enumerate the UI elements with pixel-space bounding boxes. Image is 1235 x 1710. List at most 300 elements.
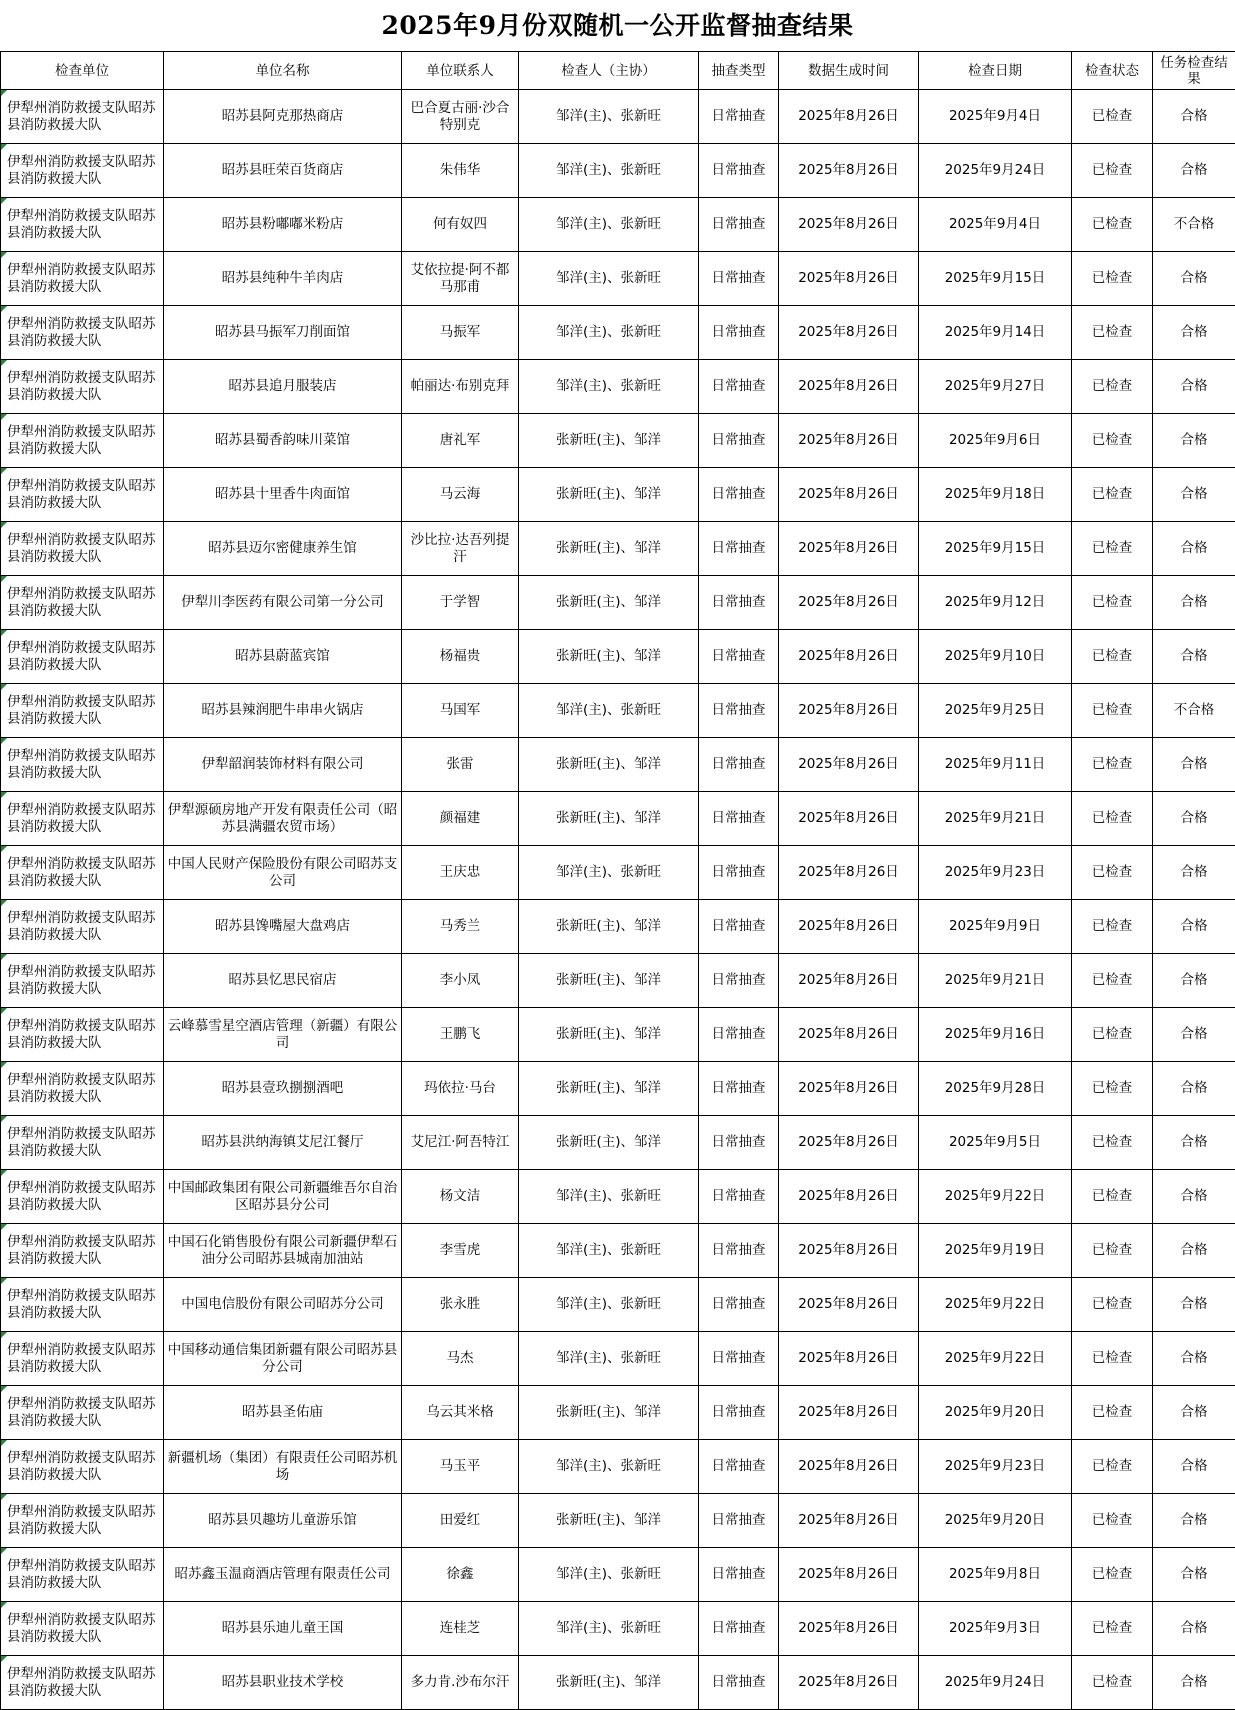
cell-status[interactable]: 已检查 (1072, 1224, 1153, 1278)
cell-name[interactable]: 昭苏县乐迪儿童王国 (164, 1602, 402, 1656)
cell-inspectors[interactable]: 邹洋(主)、张新旺 (519, 1332, 699, 1386)
cell-result[interactable]: 合格 (1153, 90, 1235, 144)
cell-date[interactable]: 2025年9月28日 (919, 1062, 1072, 1116)
cell-inspectors[interactable]: 张新旺(主)、邹洋 (519, 900, 699, 954)
cell-generated[interactable]: 2025年8月26日 (779, 954, 919, 1008)
cell-generated[interactable]: 2025年8月26日 (779, 684, 919, 738)
cell-date[interactable]: 2025年9月15日 (919, 522, 1072, 576)
cell-name[interactable]: 昭苏县迈尔密健康养生馆 (164, 522, 402, 576)
cell-contact[interactable]: 李雪虎 (402, 1224, 519, 1278)
cell-generated[interactable]: 2025年8月26日 (779, 1656, 919, 1710)
col-header-generated: 数据生成时间 (779, 52, 919, 90)
cell-result[interactable]: 合格 (1153, 468, 1235, 522)
cell-generated[interactable]: 2025年8月26日 (779, 1278, 919, 1332)
cell-generated[interactable]: 2025年8月26日 (779, 306, 919, 360)
cell-type[interactable]: 日常抽查 (699, 144, 779, 198)
cell-type[interactable]: 日常抽查 (699, 792, 779, 846)
cell-contact[interactable]: 玛依拉·马台 (402, 1062, 519, 1116)
cell-inspectors[interactable]: 邹洋(主)、张新旺 (519, 1224, 699, 1278)
cell-type[interactable]: 日常抽查 (699, 846, 779, 900)
cell-generated[interactable]: 2025年8月26日 (779, 1386, 919, 1440)
cell-contact[interactable]: 李小凤 (402, 954, 519, 1008)
cell-unit[interactable]: 伊犁州消防救援支队昭苏县消防救援大队 (1, 954, 164, 1008)
cell-generated[interactable]: 2025年8月26日 (779, 360, 919, 414)
cell-contact[interactable]: 朱伟华 (402, 144, 519, 198)
cell-inspectors[interactable]: 邹洋(主)、张新旺 (519, 684, 699, 738)
cell-contact[interactable]: 马玉平 (402, 1440, 519, 1494)
table-row (1, 522, 1235, 576)
cell-generated[interactable]: 2025年8月26日 (779, 198, 919, 252)
cell-contact[interactable]: 田爱红 (402, 1494, 519, 1548)
cell-name[interactable]: 昭苏县忆思民宿店 (164, 954, 402, 1008)
cell-generated[interactable]: 2025年8月26日 (779, 1116, 919, 1170)
cell-status[interactable]: 已检查 (1072, 630, 1153, 684)
cell-date[interactable]: 2025年9月24日 (919, 1656, 1072, 1710)
cell-contact[interactable]: 张永胜 (402, 1278, 519, 1332)
cell-result[interactable]: 合格 (1153, 576, 1235, 630)
cell-generated[interactable]: 2025年8月26日 (779, 252, 919, 306)
cell-result[interactable]: 合格 (1153, 900, 1235, 954)
cell-generated[interactable]: 2025年8月26日 (779, 522, 919, 576)
table-row (1, 360, 1235, 414)
table-row (1, 630, 1235, 684)
cell-type[interactable]: 日常抽查 (699, 1008, 779, 1062)
cell-status[interactable]: 已检查 (1072, 1548, 1153, 1602)
cell-name[interactable]: 昭苏县追月服装店 (164, 360, 402, 414)
cell-contact[interactable]: 多力肯.沙布尔汗 (402, 1656, 519, 1710)
cell-result[interactable]: 不合格 (1153, 198, 1235, 252)
table-row (1, 1386, 1235, 1440)
cell-status[interactable]: 已检查 (1072, 1278, 1153, 1332)
cell-result[interactable]: 合格 (1153, 252, 1235, 306)
cell-result[interactable]: 合格 (1153, 1656, 1235, 1710)
table-row (1, 1116, 1235, 1170)
cell-inspectors[interactable]: 张新旺(主)、邹洋 (519, 792, 699, 846)
cell-inspectors[interactable]: 邹洋(主)、张新旺 (519, 306, 699, 360)
cell-type[interactable]: 日常抽查 (699, 306, 779, 360)
cell-generated[interactable]: 2025年8月26日 (779, 792, 919, 846)
cell-result[interactable]: 合格 (1153, 144, 1235, 198)
cell-inspectors[interactable]: 邹洋(主)、张新旺 (519, 1170, 699, 1224)
cell-inspectors[interactable]: 邹洋(主)、张新旺 (519, 1440, 699, 1494)
cell-inspectors[interactable]: 邹洋(主)、张新旺 (519, 90, 699, 144)
cell-status[interactable]: 已检查 (1072, 90, 1153, 144)
cell-contact[interactable]: 艾依拉提·阿不都马那甫 (402, 252, 519, 306)
cell-date[interactable]: 2025年9月4日 (919, 198, 1072, 252)
cell-type[interactable]: 日常抽查 (699, 1062, 779, 1116)
cell-contact[interactable]: 马云海 (402, 468, 519, 522)
cell-unit[interactable]: 伊犁州消防救援支队昭苏县消防救援大队 (1, 846, 164, 900)
cell-result[interactable]: 合格 (1153, 1548, 1235, 1602)
cell-type[interactable]: 日常抽查 (699, 1170, 779, 1224)
cell-name[interactable]: 伊犁川李医药有限公司第一分公司 (164, 576, 402, 630)
cell-type[interactable]: 日常抽查 (699, 1332, 779, 1386)
cell-date[interactable]: 2025年9月3日 (919, 1602, 1072, 1656)
cell-date[interactable]: 2025年9月22日 (919, 1278, 1072, 1332)
table-row (1, 954, 1235, 1008)
cell-contact[interactable]: 唐礼军 (402, 414, 519, 468)
cell-date[interactable]: 2025年9月5日 (919, 1116, 1072, 1170)
cell-name[interactable]: 昭苏县贝趣坊儿童游乐馆 (164, 1494, 402, 1548)
cell-contact[interactable]: 连桂芝 (402, 1602, 519, 1656)
table-row (1, 90, 1235, 144)
cell-name[interactable]: 昭苏县蜀香韵味川菜馆 (164, 414, 402, 468)
cell-unit[interactable]: 伊犁州消防救援支队昭苏县消防救援大队 (1, 792, 164, 846)
cell-type[interactable]: 日常抽查 (699, 1494, 779, 1548)
cell-type[interactable]: 日常抽查 (699, 630, 779, 684)
cell-inspectors[interactable]: 张新旺(主)、邹洋 (519, 954, 699, 1008)
cell-name[interactable]: 伊犁韶润装饰材料有限公司 (164, 738, 402, 792)
cell-name[interactable]: 昭苏县职业技术学校 (164, 1656, 402, 1710)
table-row (1, 306, 1235, 360)
cell-result[interactable]: 不合格 (1153, 684, 1235, 738)
cell-name[interactable]: 昭苏县马振军刀削面馆 (164, 306, 402, 360)
cell-type[interactable]: 日常抽查 (699, 198, 779, 252)
cell-contact[interactable]: 何有奴四 (402, 198, 519, 252)
cell-inspectors[interactable]: 张新旺(主)、邹洋 (519, 1116, 699, 1170)
table-row (1, 1278, 1235, 1332)
cell-result[interactable]: 合格 (1153, 954, 1235, 1008)
cell-status[interactable]: 已检查 (1072, 198, 1153, 252)
cell-unit[interactable]: 伊犁州消防救援支队昭苏县消防救援大队 (1, 1224, 164, 1278)
cell-inspectors[interactable]: 张新旺(主)、邹洋 (519, 468, 699, 522)
cell-status[interactable]: 已检查 (1072, 738, 1153, 792)
cell-date[interactable]: 2025年9月23日 (919, 1440, 1072, 1494)
cell-unit[interactable]: 伊犁州消防救援支队昭苏县消防救援大队 (1, 1332, 164, 1386)
cell-generated[interactable]: 2025年8月26日 (779, 414, 919, 468)
cell-name[interactable]: 昭苏县阿克那热商店 (164, 90, 402, 144)
cell-unit[interactable]: 伊犁州消防救援支队昭苏县消防救援大队 (1, 360, 164, 414)
cell-name[interactable]: 昭苏县圣佑庙 (164, 1386, 402, 1440)
cell-result[interactable]: 合格 (1153, 360, 1235, 414)
cell-type[interactable]: 日常抽查 (699, 576, 779, 630)
col-header-inspectors: 检查人（主协） (519, 52, 699, 90)
cell-name[interactable]: 中国邮政集团有限公司新疆维吾尔自治区昭苏县分公司 (164, 1170, 402, 1224)
cell-date[interactable]: 2025年9月11日 (919, 738, 1072, 792)
cell-inspectors[interactable]: 张新旺(主)、邹洋 (519, 576, 699, 630)
cell-name[interactable]: 中国人民财产保险股份有限公司昭苏支公司 (164, 846, 402, 900)
results-table (0, 51, 1235, 1710)
cell-type[interactable]: 日常抽查 (699, 90, 779, 144)
cell-result[interactable]: 合格 (1153, 1332, 1235, 1386)
cell-result[interactable]: 合格 (1153, 1008, 1235, 1062)
cell-type[interactable]: 日常抽查 (699, 1548, 779, 1602)
cell-contact[interactable]: 王庆忠 (402, 846, 519, 900)
cell-contact[interactable]: 杨福贵 (402, 630, 519, 684)
cell-type[interactable]: 日常抽查 (699, 684, 779, 738)
cell-unit[interactable]: 伊犁州消防救援支队昭苏县消防救援大队 (1, 522, 164, 576)
cell-unit[interactable]: 伊犁州消防救援支队昭苏县消防救援大队 (1, 414, 164, 468)
cell-status[interactable]: 已检查 (1072, 1602, 1153, 1656)
cell-contact[interactable]: 帕丽达·布别克拜 (402, 360, 519, 414)
cell-contact[interactable]: 张雷 (402, 738, 519, 792)
cell-type[interactable]: 日常抽查 (699, 1386, 779, 1440)
cell-unit[interactable]: 伊犁州消防救援支队昭苏县消防救援大队 (1, 576, 164, 630)
cell-unit[interactable]: 伊犁州消防救援支队昭苏县消防救援大队 (1, 684, 164, 738)
cell-contact[interactable]: 马国军 (402, 684, 519, 738)
cell-date[interactable]: 2025年9月16日 (919, 1008, 1072, 1062)
table-row (1, 1548, 1235, 1602)
cell-contact[interactable]: 颜福建 (402, 792, 519, 846)
cell-inspectors[interactable]: 张新旺(主)、邹洋 (519, 1062, 699, 1116)
table-row (1, 252, 1235, 306)
cell-contact[interactable]: 巴合夏古丽·沙合特别克 (402, 90, 519, 144)
cell-date[interactable]: 2025年9月19日 (919, 1224, 1072, 1278)
cell-inspectors[interactable]: 张新旺(主)、邹洋 (519, 738, 699, 792)
cell-type[interactable]: 日常抽查 (699, 360, 779, 414)
cell-unit[interactable]: 伊犁州消防救援支队昭苏县消防救援大队 (1, 1440, 164, 1494)
cell-generated[interactable]: 2025年8月26日 (779, 1170, 919, 1224)
cell-type[interactable]: 日常抽查 (699, 1116, 779, 1170)
cell-inspectors[interactable]: 邹洋(主)、张新旺 (519, 846, 699, 900)
cell-type[interactable]: 日常抽查 (699, 1224, 779, 1278)
cell-generated[interactable]: 2025年8月26日 (779, 630, 919, 684)
cell-status[interactable]: 已检查 (1072, 414, 1153, 468)
cell-contact[interactable]: 徐鑫 (402, 1548, 519, 1602)
table-row (1, 738, 1235, 792)
cell-generated[interactable]: 2025年8月26日 (779, 576, 919, 630)
cell-unit[interactable]: 伊犁州消防救援支队昭苏县消防救援大队 (1, 1656, 164, 1710)
cell-unit[interactable]: 伊犁州消防救援支队昭苏县消防救援大队 (1, 1494, 164, 1548)
col-header-unit: 检查单位 (1, 52, 164, 90)
col-header-name: 单位名称 (164, 52, 402, 90)
col-header-date: 检查日期 (919, 52, 1072, 90)
cell-result[interactable]: 合格 (1153, 1386, 1235, 1440)
cell-date[interactable]: 2025年9月20日 (919, 1386, 1072, 1440)
cell-inspectors[interactable]: 邹洋(主)、张新旺 (519, 1548, 699, 1602)
cell-name[interactable]: 昭苏鑫玉温商酒店管理有限责任公司 (164, 1548, 402, 1602)
cell-status[interactable]: 已检查 (1072, 1656, 1153, 1710)
cell-generated[interactable]: 2025年8月26日 (779, 1548, 919, 1602)
cell-date[interactable]: 2025年9月22日 (919, 1170, 1072, 1224)
cell-result[interactable]: 合格 (1153, 846, 1235, 900)
cell-name[interactable]: 昭苏县洪纳海镇艾尼江餐厅 (164, 1116, 402, 1170)
cell-status[interactable]: 已检查 (1072, 468, 1153, 522)
cell-result[interactable]: 合格 (1153, 1602, 1235, 1656)
cell-status[interactable]: 已检查 (1072, 576, 1153, 630)
cell-unit[interactable]: 伊犁州消防救援支队昭苏县消防救援大队 (1, 1602, 164, 1656)
cell-type[interactable]: 日常抽查 (699, 522, 779, 576)
cell-date[interactable]: 2025年9月21日 (919, 954, 1072, 1008)
cell-status[interactable]: 已检查 (1072, 954, 1153, 1008)
cell-date[interactable]: 2025年9月12日 (919, 576, 1072, 630)
cell-date[interactable]: 2025年9月25日 (919, 684, 1072, 738)
cell-name[interactable]: 伊犁源硕房地产开发有限责任公司（昭苏县满疆农贸市场） (164, 792, 402, 846)
cell-status[interactable]: 已检查 (1072, 522, 1153, 576)
cell-date[interactable]: 2025年9月18日 (919, 468, 1072, 522)
cell-type[interactable]: 日常抽查 (699, 468, 779, 522)
cell-generated[interactable]: 2025年8月26日 (779, 1602, 919, 1656)
cell-result[interactable]: 合格 (1153, 414, 1235, 468)
cell-name[interactable]: 昭苏县辣润肥牛串串火锅店 (164, 684, 402, 738)
table-row (1, 792, 1235, 846)
cell-name[interactable]: 云峰慕雪星空酒店管理（新疆）有限公司 (164, 1008, 402, 1062)
cell-generated[interactable]: 2025年8月26日 (779, 144, 919, 198)
cell-generated[interactable]: 2025年8月26日 (779, 1494, 919, 1548)
cell-name[interactable]: 中国移动通信集团新疆有限公司昭苏县分公司 (164, 1332, 402, 1386)
cell-unit[interactable]: 伊犁州消防救援支队昭苏县消防救援大队 (1, 1170, 164, 1224)
cell-type[interactable]: 日常抽查 (699, 1656, 779, 1710)
cell-generated[interactable]: 2025年8月26日 (779, 1224, 919, 1278)
cell-contact[interactable]: 杨文洁 (402, 1170, 519, 1224)
cell-name[interactable]: 昭苏县纯种牛羊肉店 (164, 252, 402, 306)
cell-result[interactable]: 合格 (1153, 1170, 1235, 1224)
table-row (1, 1062, 1235, 1116)
cell-inspectors[interactable]: 邹洋(主)、张新旺 (519, 1278, 699, 1332)
cell-status[interactable]: 已检查 (1072, 252, 1153, 306)
cell-generated[interactable]: 2025年8月26日 (779, 738, 919, 792)
cell-generated[interactable]: 2025年8月26日 (779, 846, 919, 900)
cell-date[interactable]: 2025年9月10日 (919, 630, 1072, 684)
cell-unit[interactable]: 伊犁州消防救援支队昭苏县消防救援大队 (1, 198, 164, 252)
table-row (1, 684, 1235, 738)
cell-generated[interactable]: 2025年8月26日 (779, 1062, 919, 1116)
table-row (1, 1656, 1235, 1710)
cell-type[interactable]: 日常抽查 (699, 900, 779, 954)
cell-date[interactable]: 2025年9月8日 (919, 1548, 1072, 1602)
cell-contact[interactable]: 于学智 (402, 576, 519, 630)
cell-status[interactable]: 已检查 (1072, 306, 1153, 360)
cell-result[interactable]: 合格 (1153, 1278, 1235, 1332)
cell-inspectors[interactable]: 邹洋(主)、张新旺 (519, 1602, 699, 1656)
cell-inspectors[interactable]: 张新旺(主)、邹洋 (519, 1494, 699, 1548)
cell-inspectors[interactable]: 张新旺(主)、邹洋 (519, 1656, 699, 1710)
col-header-contact: 单位联系人 (402, 52, 519, 90)
cell-status[interactable]: 已检查 (1072, 900, 1153, 954)
cell-generated[interactable]: 2025年8月26日 (779, 1440, 919, 1494)
table-row (1, 1224, 1235, 1278)
cell-type[interactable]: 日常抽查 (699, 1602, 779, 1656)
cell-inspectors[interactable]: 邹洋(主)、张新旺 (519, 144, 699, 198)
cell-type[interactable]: 日常抽查 (699, 954, 779, 1008)
cell-result[interactable]: 合格 (1153, 738, 1235, 792)
cell-inspectors[interactable]: 张新旺(主)、邹洋 (519, 1008, 699, 1062)
cell-date[interactable]: 2025年9月6日 (919, 414, 1072, 468)
cell-name[interactable]: 昭苏县蔚蓝宾馆 (164, 630, 402, 684)
cell-status[interactable]: 已检查 (1072, 144, 1153, 198)
cell-unit[interactable]: 伊犁州消防救援支队昭苏县消防救援大队 (1, 252, 164, 306)
cell-status[interactable]: 已检查 (1072, 792, 1153, 846)
cell-status[interactable]: 已检查 (1072, 360, 1153, 414)
cell-name[interactable]: 新疆机场（集团）有限责任公司昭苏机场 (164, 1440, 402, 1494)
cell-name[interactable]: 昭苏县旺荣百货商店 (164, 144, 402, 198)
cell-contact[interactable]: 马杰 (402, 1332, 519, 1386)
cell-contact[interactable]: 艾尼江·阿吾特江 (402, 1116, 519, 1170)
cell-unit[interactable]: 伊犁州消防救援支队昭苏县消防救援大队 (1, 1548, 164, 1602)
cell-date[interactable]: 2025年9月23日 (919, 846, 1072, 900)
cell-inspectors[interactable]: 邹洋(主)、张新旺 (519, 360, 699, 414)
cell-date[interactable]: 2025年9月4日 (919, 90, 1072, 144)
cell-status[interactable]: 已检查 (1072, 1170, 1153, 1224)
cell-date[interactable]: 2025年9月15日 (919, 252, 1072, 306)
cell-unit[interactable]: 伊犁州消防救援支队昭苏县消防救援大队 (1, 306, 164, 360)
cell-status[interactable]: 已检查 (1072, 1332, 1153, 1386)
table-row (1, 900, 1235, 954)
cell-name[interactable]: 昭苏县粉嘟嘟米粉店 (164, 198, 402, 252)
cell-status[interactable]: 已检查 (1072, 1494, 1153, 1548)
cell-date[interactable]: 2025年9月20日 (919, 1494, 1072, 1548)
cell-contact[interactable]: 沙比拉·达吾列提汗 (402, 522, 519, 576)
cell-status[interactable]: 已检查 (1072, 1008, 1153, 1062)
cell-date[interactable]: 2025年9月27日 (919, 360, 1072, 414)
cell-result[interactable]: 合格 (1153, 1224, 1235, 1278)
cell-date[interactable]: 2025年9月21日 (919, 792, 1072, 846)
cell-result[interactable]: 合格 (1153, 522, 1235, 576)
cell-result[interactable]: 合格 (1153, 306, 1235, 360)
cell-unit[interactable]: 伊犁州消防救援支队昭苏县消防救援大队 (1, 1062, 164, 1116)
cell-status[interactable]: 已检查 (1072, 1116, 1153, 1170)
cell-unit[interactable]: 伊犁州消防救援支队昭苏县消防救援大队 (1, 144, 164, 198)
cell-unit[interactable]: 伊犁州消防救援支队昭苏县消防救援大队 (1, 1386, 164, 1440)
cell-date[interactable]: 2025年9月9日 (919, 900, 1072, 954)
cell-unit[interactable]: 伊犁州消防救援支队昭苏县消防救援大队 (1, 738, 164, 792)
cell-unit[interactable]: 伊犁州消防救援支队昭苏县消防救援大队 (1, 630, 164, 684)
cell-type[interactable]: 日常抽查 (699, 1278, 779, 1332)
cell-unit[interactable]: 伊犁州消防救援支队昭苏县消防救援大队 (1, 900, 164, 954)
cell-date[interactable]: 2025年9月24日 (919, 144, 1072, 198)
cell-inspectors[interactable]: 邹洋(主)、张新旺 (519, 198, 699, 252)
cell-contact[interactable]: 马振军 (402, 306, 519, 360)
cell-inspectors[interactable]: 张新旺(主)、邹洋 (519, 1386, 699, 1440)
cell-contact[interactable]: 马秀兰 (402, 900, 519, 954)
cell-result[interactable]: 合格 (1153, 1116, 1235, 1170)
cell-result[interactable]: 合格 (1153, 1440, 1235, 1494)
cell-result[interactable]: 合格 (1153, 1062, 1235, 1116)
cell-result[interactable]: 合格 (1153, 630, 1235, 684)
cell-generated[interactable]: 2025年8月26日 (779, 1332, 919, 1386)
cell-name[interactable]: 昭苏县馋嘴屋大盘鸡店 (164, 900, 402, 954)
cell-status[interactable]: 已检查 (1072, 684, 1153, 738)
cell-result[interactable]: 合格 (1153, 1494, 1235, 1548)
table-row (1, 414, 1235, 468)
page-title: 2025年9月份双随机一公开监督抽查结果 (381, 11, 854, 40)
cell-status[interactable]: 已检查 (1072, 1062, 1153, 1116)
cell-result[interactable]: 合格 (1153, 792, 1235, 846)
cell-name[interactable]: 昭苏县十里香牛肉面馆 (164, 468, 402, 522)
cell-name[interactable]: 中国石化销售股份有限公司新疆伊犁石油分公司昭苏县城南加油站 (164, 1224, 402, 1278)
cell-generated[interactable]: 2025年8月26日 (779, 900, 919, 954)
cell-type[interactable]: 日常抽查 (699, 1440, 779, 1494)
cell-type[interactable]: 日常抽查 (699, 738, 779, 792)
cell-inspectors[interactable]: 张新旺(主)、邹洋 (519, 522, 699, 576)
cell-generated[interactable]: 2025年8月26日 (779, 90, 919, 144)
cell-unit[interactable]: 伊犁州消防救援支队昭苏县消防救援大队 (1, 1278, 164, 1332)
cell-date[interactable]: 2025年9月22日 (919, 1332, 1072, 1386)
cell-inspectors[interactable]: 邹洋(主)、张新旺 (519, 252, 699, 306)
cell-type[interactable]: 日常抽查 (699, 252, 779, 306)
cell-type[interactable]: 日常抽查 (699, 414, 779, 468)
cell-inspectors[interactable]: 张新旺(主)、邹洋 (519, 630, 699, 684)
cell-generated[interactable]: 2025年8月26日 (779, 1008, 919, 1062)
table-row (1, 1494, 1235, 1548)
cell-unit[interactable]: 伊犁州消防救援支队昭苏县消防救援大队 (1, 468, 164, 522)
cell-status[interactable]: 已检查 (1072, 1440, 1153, 1494)
cell-status[interactable]: 已检查 (1072, 1386, 1153, 1440)
table-row (1, 1332, 1235, 1386)
col-header-status: 检查状态 (1072, 52, 1153, 90)
cell-date[interactable]: 2025年9月14日 (919, 306, 1072, 360)
cell-name[interactable]: 中国电信股份有限公司昭苏分公司 (164, 1278, 402, 1332)
cell-unit[interactable]: 伊犁州消防救援支队昭苏县消防救援大队 (1, 90, 164, 144)
cell-inspectors[interactable]: 张新旺(主)、邹洋 (519, 414, 699, 468)
cell-status[interactable]: 已检查 (1072, 846, 1153, 900)
cell-generated[interactable]: 2025年8月26日 (779, 468, 919, 522)
cell-name[interactable]: 昭苏县壹玖捌捌酒吧 (164, 1062, 402, 1116)
cell-unit[interactable]: 伊犁州消防救援支队昭苏县消防救援大队 (1, 1008, 164, 1062)
cell-contact[interactable]: 王鹏飞 (402, 1008, 519, 1062)
cell-unit[interactable]: 伊犁州消防救援支队昭苏县消防救援大队 (1, 1116, 164, 1170)
cell-contact[interactable]: 乌云其米格 (402, 1386, 519, 1440)
